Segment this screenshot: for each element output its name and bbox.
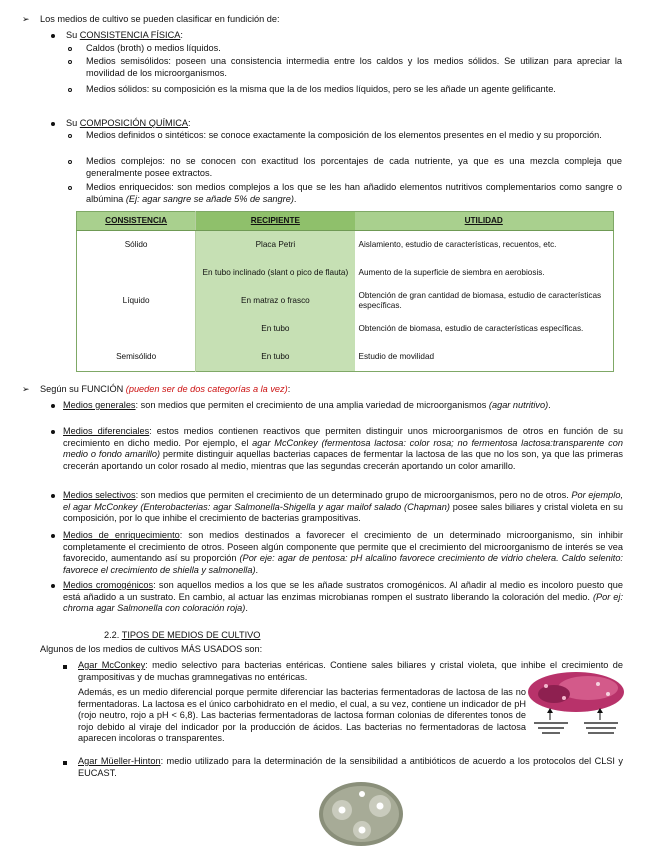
- table-cell: [77, 315, 196, 343]
- sub-bullet-icon: [68, 88, 72, 92]
- mcconkey-description-2: Además, es un medio diferencial porque permite diferenciar las bacterias fermentadoras de lactosa de las no fermentadoras. La lactosa es el único carbohidrato en el medio, el cual, a su vez, contiene un indicador de pH (rojo neutro, rojo a pH < 6,8). Las bacterias fermentadoras de lactosa forman colonias de diferentes tonos de rojo debido al viraje del indicador por la producción de ácidos. Las bacterias no fermentadoras de lactosa aparecen incoloras o transparentes.: [78, 687, 526, 744]
- consistencia-item: Caldos (broth) o medios líquidos.: [86, 43, 221, 53]
- quimica-item: Medios complejos: no se conocen con exactitud los porcentajes de cada nutriente, ya que es una mezcla compleja que generalmente posee extractos.: [86, 156, 622, 178]
- table-cell: Semisólido: [77, 343, 196, 372]
- consistencia-heading: Su CONSISTENCIA FÍSICA:: [66, 30, 183, 40]
- table-row: [77, 231, 614, 260]
- intro-line: Los medios de cultivo se pueden clasificar en fundición de:: [40, 14, 280, 24]
- funcion-item: Medios diferenciales: estos medios contienen reactivos que permiten distinguir unos microorganismos de otros en función de su crecimiento en dicho medio. Por ejemplo, el agar McConkey (fermentosa lactosa: color rosa; no fermentosa lactosa:transparente con medio o fondo amarillo) permite distinguir aquellas bacterias capaces de fermentar la lactosa de las que no los son, ya que las primeras crecerán aportando un color rosado al medio, mientras que las segundas crecerán aportando un color amarillo.: [63, 426, 623, 471]
- table-header: UTILIDAD: [355, 212, 614, 231]
- mueller-hinton-plate-image: [318, 780, 404, 846]
- tipos-intro: Algunos de los medios de cultivos MÁS USADOS son:: [40, 644, 263, 654]
- square-bullet-icon: [63, 761, 67, 765]
- bullet-icon: [51, 534, 55, 538]
- square-bullet-icon: [63, 665, 67, 669]
- table-cell: Líquido: [77, 287, 196, 315]
- bullet-icon: [51, 430, 55, 434]
- quimica-heading: Su COMPOSICIÓN QUÍMICA:: [66, 118, 191, 128]
- quimica-item: Medios enriquecidos: son medios complejos a los que se les han añadido elementos nutritivos complementarios como sangre o albúmina (Ej: agar sangre se añade 5% de sangre).: [86, 182, 622, 204]
- section-heading: 2.2. TIPOS DE MEDIOS DE CULTIVO: [104, 630, 261, 640]
- table-cell: Sólido: [77, 231, 196, 260]
- table-cell: Placa Petri: [196, 231, 355, 260]
- arrow-bullet-icon: ➢: [22, 14, 30, 24]
- table-row: [77, 287, 614, 315]
- sub-bullet-icon: [68, 186, 72, 190]
- funcion-heading: Según su FUNCIÓN (pueden ser de dos categorías a la vez):: [40, 384, 291, 394]
- table-row: [77, 343, 614, 372]
- mcconkey-description: Agar McConkey: medio selectivo para bacterias entéricas. Contiene sales biliares y cristal violeta, que inhibe el crecimiento de grampositivas y de muchas gramnegativas no entéricas.: [78, 660, 623, 682]
- table-cell: Obtención de biomasa, estudio de características específicas.: [355, 315, 614, 343]
- consistencia-item: Medios semisólidos: poseen una consistencia intermedia entre los caldos y los medios sólidos. Se utilizan para apreciar la movilidad de los microorganismos.: [86, 56, 622, 78]
- sub-bullet-icon: [68, 47, 72, 51]
- consistencia-item: Medios sólidos: su composición es la misma que la de los medios líquidos, pero se les añade un agente gelificante.: [86, 84, 556, 94]
- table-cell: En tubo: [196, 343, 355, 372]
- bullet-icon: [51, 584, 55, 588]
- table-cell: En tubo: [196, 315, 355, 343]
- sub-bullet-icon: [68, 160, 72, 164]
- quimica-item: Medios definidos o sintéticos: se conoce exactamente la composición de los elementos presentes en el medio y su proporción.: [86, 130, 602, 140]
- table-header: RECIPIENTE: [196, 212, 355, 231]
- table-cell: En tubo inclinado (slant o pico de flauta): [196, 259, 355, 287]
- table-cell: Obtención de gran cantidad de biomasa, estudio de características específicas.: [355, 287, 614, 315]
- sub-bullet-icon: [68, 134, 72, 138]
- funcion-item: Medios generales: son medios que permiten el crecimiento de una amplia variedad de microorganismos (agar nutritivo).: [63, 400, 551, 410]
- arrow-bullet-icon: ➢: [22, 384, 30, 394]
- table-row: [77, 315, 614, 343]
- funcion-item: Medios selectivos: son medios que permiten el crecimiento de un determinado grupo de microorganismos, pero no de otros. Por ejemplo, el agar McConkey (Enterobacterias: agar Salmonella-Shigella y agar mailof salado (Chapman) posee sales biliares y cristal violeta en su composición, por lo que inhibe el crecimiento de bacterias grampositivas.: [63, 490, 623, 524]
- table-cell: [77, 259, 196, 287]
- mueller-description: Agar Müeller-Hinton: medio utilizado para la determinación de la sensibilidad a antibióticos de acuerdo a los protocolos del CLSI y EUCAST.: [78, 756, 623, 778]
- bullet-icon: [51, 122, 55, 126]
- table-cell: En matraz o frasco: [196, 287, 355, 315]
- funcion-item: Medios de enriquecimiento: son medios destinados a favorecer el crecimiento de un determinado microorganismo, sin inhibir completamente el crecimiento de otros. Poseen algún componente que permite que el crecimiento del microorganismo de interés se vea favorecido, aumentando así su proporción (Por eje: agar de pentosa: pH alcalino favorece crecimiento de vidrio chelera. Caldo selenito: favorece el crecimiento de shiella y salmonella).: [63, 530, 624, 575]
- bullet-icon: [51, 404, 55, 408]
- consistency-table: [76, 211, 614, 372]
- bullet-icon: [51, 34, 55, 38]
- table-cell: Estudio de movilidad: [355, 343, 614, 372]
- bullet-icon: [51, 494, 55, 498]
- table-cell: Aislamiento, estudio de características, recuentos, etc.: [355, 231, 614, 260]
- table-row: [77, 259, 614, 287]
- table-header: CONSISTENCIA: [77, 212, 196, 231]
- funcion-item: Medios cromogénicos: son aquellos medios a los que se les añade sustratos cromogénicos. Al añadir al medio es incoloro puesto que está añadido a un sustrato. En cambio, al actuar las enzimas microbianas rompen el sustrato liberando la coloración del medio. (Por ej: chroma agar Salmonella con coloración roja).: [63, 580, 624, 614]
- sub-bullet-icon: [68, 60, 72, 64]
- mcconkey-plate-image: [528, 672, 624, 744]
- table-cell: Aumento de la superficie de siembra en aerobiosis.: [355, 259, 614, 287]
